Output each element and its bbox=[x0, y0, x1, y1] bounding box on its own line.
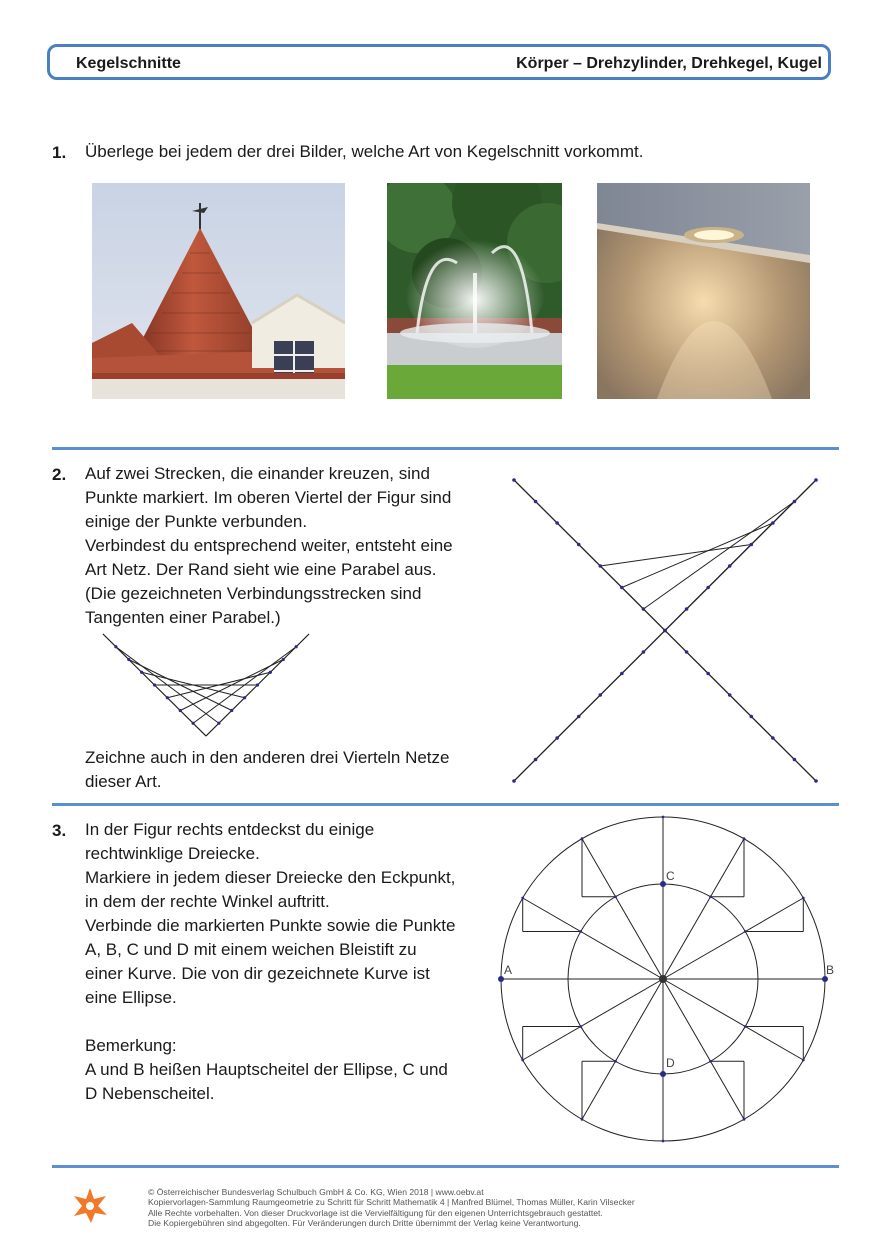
task1-number: 1. bbox=[52, 143, 67, 162]
point-a-marker bbox=[659, 975, 667, 983]
net-point bbox=[230, 709, 233, 712]
publisher-logo-icon bbox=[70, 1185, 110, 1225]
task3-line: rechtwinklige Dreiecke. bbox=[85, 844, 260, 863]
construction-point bbox=[662, 816, 665, 819]
line-point bbox=[685, 607, 689, 611]
footer-line: © Österreichischer Bundesverlag Schulbuch GmbH & Co. KG, Wien 2018 | www.oebv.at bbox=[148, 1187, 484, 1197]
section-divider bbox=[52, 803, 839, 806]
line-point bbox=[663, 629, 667, 633]
radial-line bbox=[523, 898, 663, 979]
line-point bbox=[512, 779, 516, 783]
task2-text bbox=[85, 462, 453, 630]
net-point bbox=[269, 671, 272, 674]
task2-line: Tangenten einer Parabel.) bbox=[85, 608, 281, 627]
net-point bbox=[140, 671, 143, 674]
net-point bbox=[192, 722, 195, 725]
task2-line: (Die gezeichneten Verbindungsstrecken sind bbox=[85, 584, 422, 603]
photo-fountain bbox=[387, 183, 562, 399]
construction-point bbox=[579, 930, 582, 933]
line-point bbox=[642, 650, 646, 654]
task3-remark-line: Bemerkung: bbox=[85, 1036, 177, 1055]
construction-point bbox=[709, 895, 712, 898]
net-point bbox=[243, 696, 246, 699]
task2-line: Art Netz. Der Rand sieht wie eine Parabel aus. bbox=[85, 560, 437, 579]
footer-line: Alle Rechte vorbehalten. Von dieser Druckvorlage ist die Vervielfältigung für den eigenen Unterrichtsgebrauch gestattet. bbox=[148, 1207, 603, 1218]
radial-line bbox=[663, 979, 744, 1119]
ellipse-construction-figure bbox=[490, 810, 840, 1150]
line-point bbox=[728, 693, 732, 697]
task3-line: eine Ellipse. bbox=[85, 988, 177, 1007]
crossing-lines-figure bbox=[500, 470, 830, 790]
net-point bbox=[127, 658, 130, 661]
construction-point bbox=[802, 897, 805, 900]
section-divider bbox=[52, 447, 839, 450]
line-point bbox=[620, 586, 624, 590]
label-d: D bbox=[666, 1056, 675, 1070]
label-b: B bbox=[826, 963, 835, 977]
task3-text bbox=[85, 818, 455, 1106]
line-point bbox=[706, 586, 710, 590]
footer-legal bbox=[148, 1187, 635, 1229]
radial-line bbox=[582, 839, 663, 979]
task2-number: 2. bbox=[52, 465, 67, 484]
net-point bbox=[217, 722, 220, 725]
footer-line: Kopiervorlagen-Sammlung Raumgeometrie zu Schritt für Schritt Mathematik 4 | Manfred Blümel, Thomas Müller, Karin Vilsecker bbox=[148, 1197, 635, 1208]
task1-text: Überlege bei jedem der drei Bilder, welche Art von Kegelschnitt vorkommt. bbox=[85, 142, 644, 161]
construction-point bbox=[521, 897, 524, 900]
task3-remark-line: A und B heißen Hauptscheitel der Ellipse, C und bbox=[85, 1060, 448, 1079]
photo-conical-tower-roof bbox=[92, 183, 345, 399]
line-point bbox=[598, 564, 602, 568]
line-point bbox=[706, 672, 710, 676]
line-point bbox=[620, 672, 624, 676]
line-point bbox=[749, 715, 753, 719]
label-a: A bbox=[504, 963, 513, 977]
task2-line: Punkte markiert. Im oberen Viertel der Figur sind bbox=[85, 488, 452, 507]
net-point bbox=[295, 645, 298, 648]
task3-number: 3. bbox=[52, 821, 67, 840]
task2-line: einige der Punkte verbunden. bbox=[85, 512, 308, 531]
task3-line: Verbinde die markierten Punkte sowie die Punkte bbox=[85, 916, 456, 935]
construction-point bbox=[662, 1140, 665, 1143]
task3-line: In der Figur rechts entdeckst du einige bbox=[85, 820, 375, 839]
construction-point bbox=[614, 1060, 617, 1063]
radial-line bbox=[663, 979, 803, 1060]
construction-point bbox=[581, 837, 584, 840]
line-point bbox=[642, 607, 646, 611]
construction-point bbox=[744, 1025, 747, 1028]
line-point bbox=[577, 715, 581, 719]
net-point bbox=[114, 645, 117, 648]
task3-line: Markiere in jedem dieser Dreiecke den Eckpunkt, bbox=[85, 868, 456, 887]
line-point bbox=[814, 478, 818, 482]
task3-line: A, B, C und D mit einem weichen Bleistift zu bbox=[85, 940, 417, 959]
label-c: C bbox=[666, 869, 675, 883]
line-point bbox=[598, 693, 602, 697]
net-point bbox=[153, 683, 156, 686]
task3-line: einer Kurve. Die von dir gezeichnete Kurve ist bbox=[85, 964, 430, 983]
footer-line: Die Kopiergebühren sind abgegolten. Für Veränderungen durch Dritte übernimmt der Verlag keine Verantwortung. bbox=[148, 1218, 581, 1229]
net-point bbox=[166, 696, 169, 699]
header-right-title: Körper – Drehzylinder, Drehkegel, Kugel bbox=[516, 55, 822, 72]
line-point bbox=[728, 564, 732, 568]
connection-segment bbox=[600, 545, 751, 567]
task2-line: Zeichne auch in den anderen drei Vierteln Netze bbox=[85, 748, 450, 767]
task3-remark-line: D Nebenscheitel. bbox=[85, 1084, 215, 1103]
construction-point bbox=[709, 1060, 712, 1063]
radial-line bbox=[523, 979, 663, 1060]
line-point bbox=[685, 650, 689, 654]
parabola-net-example bbox=[95, 628, 315, 743]
photo-ceiling-spotlight bbox=[597, 183, 810, 399]
construction-point bbox=[579, 1025, 582, 1028]
construction-point bbox=[614, 895, 617, 898]
line-point bbox=[793, 758, 797, 762]
radial-line bbox=[663, 839, 744, 979]
task3-line: in dem der rechte Winkel auftritt. bbox=[85, 892, 330, 911]
radial-line bbox=[582, 979, 663, 1119]
construction-point bbox=[743, 837, 746, 840]
task2-line: dieser Art. bbox=[85, 772, 162, 791]
vertex-point bbox=[660, 1071, 666, 1077]
radial-line bbox=[663, 898, 803, 979]
net-point bbox=[256, 683, 259, 686]
line-point bbox=[534, 500, 538, 504]
line-point bbox=[577, 543, 581, 547]
construction-point bbox=[581, 1118, 584, 1121]
page-header bbox=[47, 44, 831, 80]
construction-point bbox=[802, 1059, 805, 1062]
line-point bbox=[555, 521, 559, 525]
line-point bbox=[534, 758, 538, 762]
connection-segment bbox=[643, 502, 794, 610]
header-left-title: Kegelschnitte bbox=[76, 55, 181, 72]
line-point bbox=[793, 500, 797, 504]
section-divider bbox=[52, 1165, 839, 1168]
net-point bbox=[282, 658, 285, 661]
task2-text-after bbox=[85, 746, 449, 794]
line-point bbox=[555, 736, 559, 740]
net-point bbox=[179, 709, 182, 712]
construction-point bbox=[744, 930, 747, 933]
line-point bbox=[771, 521, 775, 525]
line-point bbox=[749, 543, 753, 547]
construction-point bbox=[521, 1059, 524, 1062]
construction-point bbox=[743, 1118, 746, 1121]
line-point bbox=[771, 736, 775, 740]
line-point bbox=[512, 478, 516, 482]
line-point bbox=[814, 779, 818, 783]
task2-line: Auf zwei Strecken, die einander kreuzen, sind bbox=[85, 464, 430, 483]
task2-line: Verbindest du entsprechend weiter, entsteht eine bbox=[85, 536, 453, 555]
